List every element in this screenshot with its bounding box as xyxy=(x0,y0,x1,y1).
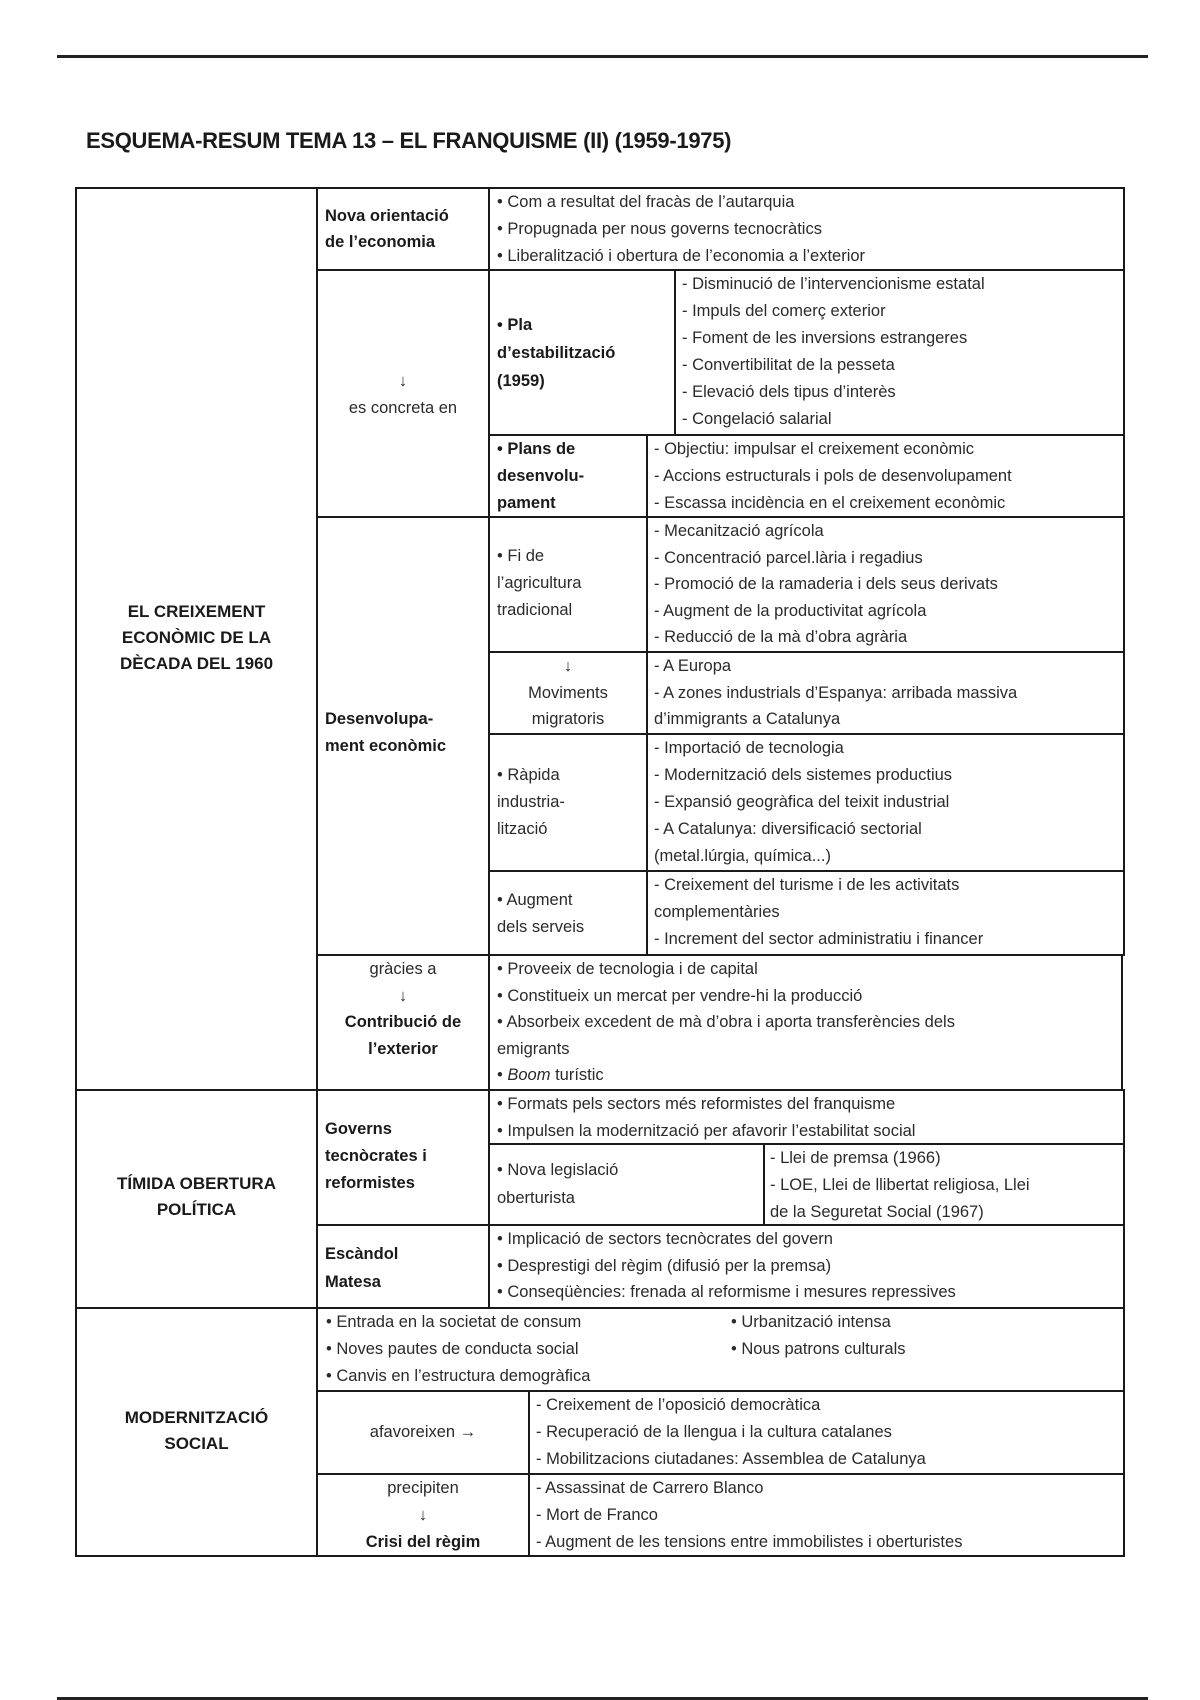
header-rule xyxy=(57,55,1148,58)
matesa-items: • Implicació de sectors tecnòcrates del govern • Desprestigi del règim (difusió per la premsa) • Conseqüències: frenada al reformisme i mesures repressives xyxy=(488,1224,1125,1309)
matesa-label-cell: Escàndol Matesa xyxy=(316,1224,490,1309)
section-political-opening xyxy=(75,1089,318,1309)
pla-estabilitzacio-items: - Disminució de l’intervencionisme estatal - Impuls del comerç exterior - Foment de les inversions estrangeres - Convertibilitat de la pesseta - Elevació dels tipus d’interès - Congelació salarial xyxy=(674,269,1125,436)
nova-orientacio-items: • Com a resultat del fracàs de l’autarquia • Propugnada per nous governs tecnocràtics • Liberalització i obertura de l’economia a l’exterior xyxy=(488,187,1125,271)
governs-label-cell: Governs tecnòcrates i reformistes xyxy=(316,1089,490,1226)
plans-desenvolupament-items: - Objectiu: impulsar el creixement econòmic - Accions estructurals i pols de desenvolupament - Escassa incidència en el creixement econòmic xyxy=(646,434,1125,518)
page-title: ESQUEMA-RESUM TEMA 13 – EL FRANQUISME (II) (1959-1975) xyxy=(86,128,732,153)
agricultura-label-cell: • Fi de l’agricultura tradicional xyxy=(488,516,648,653)
governs-items: • Formats pels sectors més reformistes del franquisme • Impulsen la modernització per afavorir l’estabilitat social xyxy=(488,1089,1125,1145)
desenvolupament-label-cell: Desenvolupa- ment econòmic xyxy=(316,516,490,956)
afavoreixen-items: - Creixement de l’oposició democràtica - Recuperació de la llengua i la cultura catalanes - Mobilitzacions ciutadanes: Assemblea de Catalunya xyxy=(528,1390,1125,1475)
legislacio-items: - Llei de premsa (1966) - LOE, Llei de llibertat religiosa, Llei de la Seguretat Social (1967) xyxy=(763,1143,1125,1226)
legislacio-label-cell: • Nova legislació oberturista xyxy=(488,1143,765,1226)
serveis-label-cell: • Augment dels serveis xyxy=(488,870,648,956)
contribucio-items: • Proveeix de tecnologia i de capital • Constitueix un mercat per vendre-hi la producció • Absorbeix excedent de mà d’obra i aporta transferències dels emigrants • Boom turístic xyxy=(488,954,1123,1091)
social-changes-cell: • Entrada en la societat de consum • Noves pautes de conducta social • Canvis en l’estructura demogràfica • Urbanització intensa • Nous patrons culturals xyxy=(316,1307,1125,1392)
es-concreta-cell: ↓ es concreta en xyxy=(316,269,490,518)
migracions-label-cell: ↓ Moviments migratoris xyxy=(488,651,648,735)
boom-turistic-item: • Boom turístic xyxy=(497,1066,604,1084)
nova-orientacio-label-cell: Nova orientació de l’economia xyxy=(316,187,490,271)
section-economic-growth xyxy=(75,187,318,1091)
crisi-items: - Assassinat de Carrero Blanco - Mort de Franco - Augment de les tensions entre immobilistes i oberturistes xyxy=(528,1473,1125,1557)
pla-estabilitzacio-label-cell: • Pla d’estabilització (1959) xyxy=(488,269,676,436)
section-label: MODERNITZACIÓ SOCIAL xyxy=(124,1408,269,1453)
agricultura-items: - Mecanització agrícola - Concentració parcel.lària i regadius - Promoció de la ramaderia i dels seus derivats - Augment de la productivitat agrícola - Reducció de la mà d’obra agrària xyxy=(646,516,1125,653)
section-label: TÍMIDA OBERTURA POLÍTICA xyxy=(117,1174,276,1219)
contribucio-label-cell: gràcies a ↓ Contribució de l’exterior xyxy=(316,954,490,1091)
crisi-label-cell: precipiten ↓ Crisi del règim xyxy=(316,1473,530,1557)
industrialitzacio-items: - Importació de tecnologia - Modernització dels sistemes productius - Expansió geogràfica del teixit industrial - A Catalunya: diversificació sectorial (metal.lúrgia, química...) xyxy=(646,733,1125,872)
arrow-down-icon: ↓ xyxy=(563,657,573,675)
section-label: EL CREIXEMENT ECONÒMIC DE LA DÈCADA DEL 1960 xyxy=(119,602,274,673)
industrialitzacio-label-cell: • Ràpida industria- lització xyxy=(488,733,648,872)
plans-desenvolupament-label-cell: • Plans de desenvolu- pament xyxy=(488,434,648,518)
serveis-items: - Creixement del turisme i de les activitats complementàries - Increment del sector administratiu i financer xyxy=(646,870,1125,956)
arrow-down-icon: ↓ xyxy=(398,372,408,390)
arrow-down-icon: ↓ xyxy=(398,986,408,1005)
arrow-down-icon: ↓ xyxy=(418,1506,428,1524)
section-social-modernization xyxy=(75,1307,318,1557)
migracions-items: - A Europa - A zones industrials d’Espanya: arribada massiva d’immigrants a Catalunya xyxy=(646,651,1125,735)
afavoreixen-label-cell: afavoreixen → xyxy=(316,1390,530,1475)
